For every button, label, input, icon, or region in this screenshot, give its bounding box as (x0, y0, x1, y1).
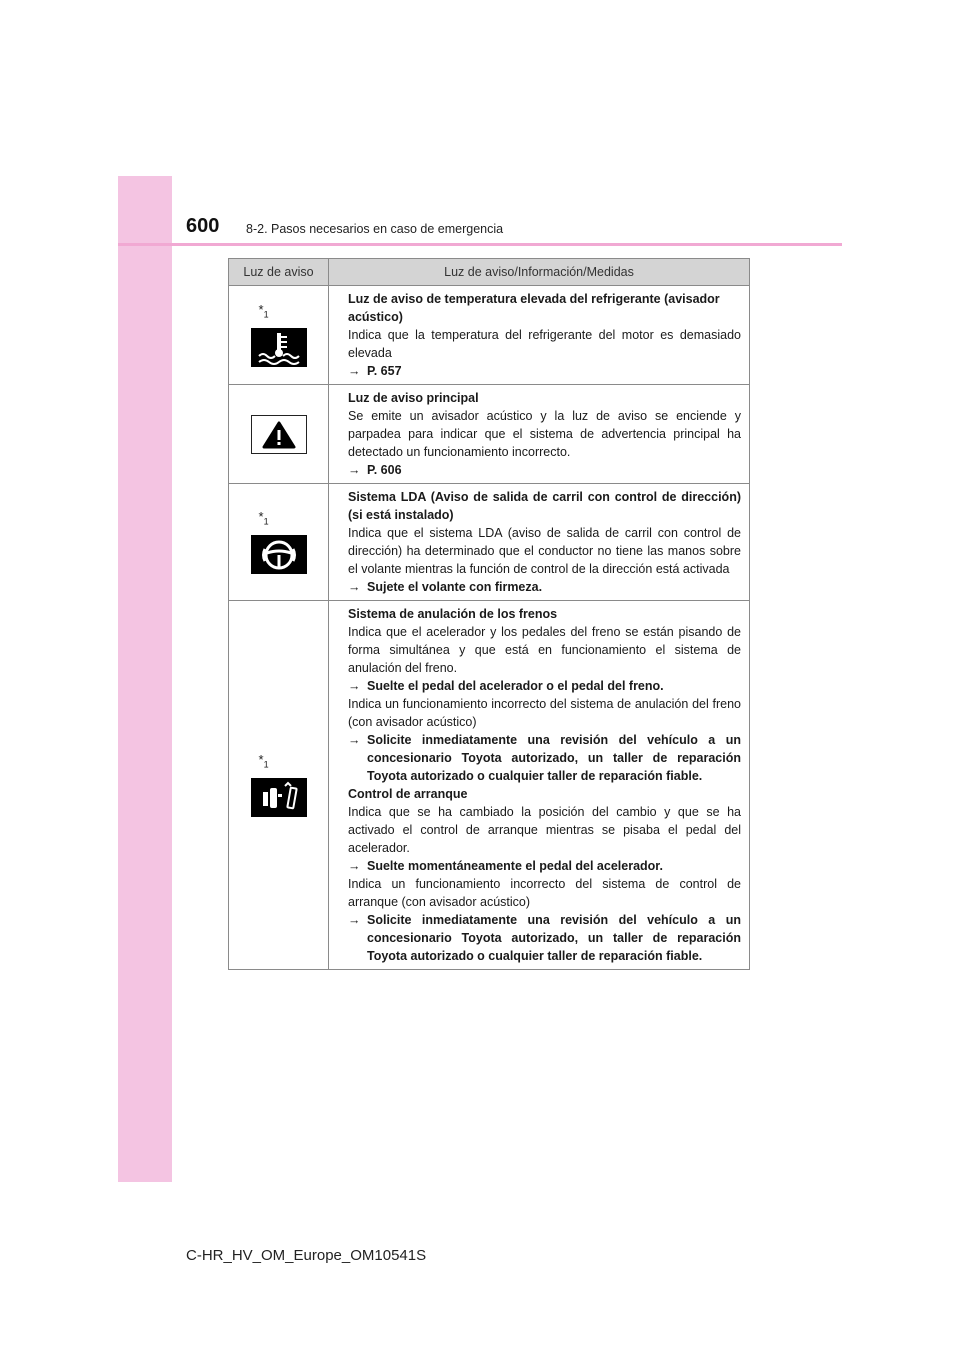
warning-light-cell (229, 601, 329, 970)
column-header-light: Luz de aviso (229, 259, 329, 286)
warning-action: → P. 657 (348, 364, 402, 378)
warning-info-cell (329, 601, 750, 970)
warning-title: Control de arranque (348, 787, 468, 801)
warning-lights-table (228, 258, 750, 970)
warning-title: Luz de aviso principal (348, 391, 479, 405)
warning-description: Indica que el acelerador y los pedales del freno se están pisando de forma simultánea y que está en funcionamiento el sistema de anulación del freno. (348, 625, 741, 675)
table-row (229, 484, 750, 601)
table-row (229, 601, 750, 970)
footnote-marker: $*_1$ (258, 302, 269, 320)
page-number: 600 (186, 215, 220, 237)
warning-light-cell (229, 385, 329, 484)
arrow-right-icon: → (348, 364, 361, 378)
arrow-right-icon: → (348, 580, 361, 594)
footnote-marker: $*_1$ (258, 509, 269, 527)
warning-light-cell (229, 484, 329, 601)
arrow-right-icon: → (348, 859, 361, 873)
warning-action: → Solicite inmediatamente una revisión del vehículo a un concesionario Toyota autorizado, un taller de reparación Toyota autorizado o cualquier taller de reparación fiable. (348, 913, 741, 963)
table-row (229, 286, 750, 385)
warning-description: Indica que la temperatura del refrigerante del motor es demasiado elevada (348, 328, 741, 360)
warning-description: Indica que se ha cambiado la posición del cambio y que se ha activado el control de arranque mientras se pisaba el pedal del acelerador. (348, 805, 741, 855)
warning-light-cell (229, 286, 329, 385)
warning-action: → Suelte el pedal del acelerador o el pedal del freno. (348, 679, 664, 693)
arrow-right-icon: → (348, 679, 361, 693)
column-header-info: Luz de aviso/Información/Medidas (329, 259, 750, 286)
warning-info-cell (329, 286, 750, 385)
warning-action: → Suelte momentáneamente el pedal del acelerador. (348, 859, 663, 873)
warning-action: → Solicite inmediatamente una revisión del vehículo a un concesionario Toyota autorizado, un taller de reparación Toyota autorizado o cualquier taller de reparación fiable. (348, 733, 741, 783)
arrow-right-icon: → (348, 733, 361, 747)
warning-info-cell (329, 484, 750, 601)
warning-title: Sistema LDA (Aviso de salida de carril con control de dirección) (si está instalado) (348, 490, 741, 522)
warning-title: Luz de aviso de temperatura elevada del refrigerante (avisador acústico) (348, 292, 720, 324)
document-code: C-HR_HV_OM_Europe_OM10541S (186, 1247, 427, 1264)
header-divider (118, 243, 842, 246)
master-warning-icon (251, 415, 307, 454)
warning-description: Indica que el sistema LDA (aviso de salida de carril con control de dirección) ha determinado que el conductor no tiene las manos sobre el volante mientras la función de control de la dirección está activada (348, 526, 741, 576)
section-color-band (118, 176, 172, 1182)
steering-hands-icon (251, 535, 307, 574)
section-title: 8-2. Pasos necesarios en caso de emergencia (246, 222, 504, 236)
arrow-right-icon: → (348, 913, 361, 927)
brake-override-icon (251, 778, 307, 817)
arrow-right-icon: → (348, 463, 361, 477)
warning-action: → P. 606 (348, 463, 402, 477)
warning-description: Indica un funcionamiento incorrecto del sistema de anulación del freno (con avisador acústico) (348, 697, 741, 729)
warning-description: Se emite un avisador acústico y la luz de aviso se enciende y parpadea para indicar que el sistema de advertencia principal ha detectado un funcionamiento incorrecto. (348, 409, 741, 459)
table-row (229, 385, 750, 484)
coolant-temperature-icon (251, 328, 307, 367)
table-header-row (229, 259, 750, 286)
warning-action: → Sujete el volante con firmeza. (348, 580, 543, 594)
warning-title: Sistema de anulación de los frenos (348, 607, 558, 621)
warning-info-cell (329, 385, 750, 484)
footnote-marker: $*_1$ (258, 752, 269, 770)
warning-description: Indica un funcionamiento incorrecto del sistema de control de arranque (con avisador acústico) (348, 877, 741, 909)
